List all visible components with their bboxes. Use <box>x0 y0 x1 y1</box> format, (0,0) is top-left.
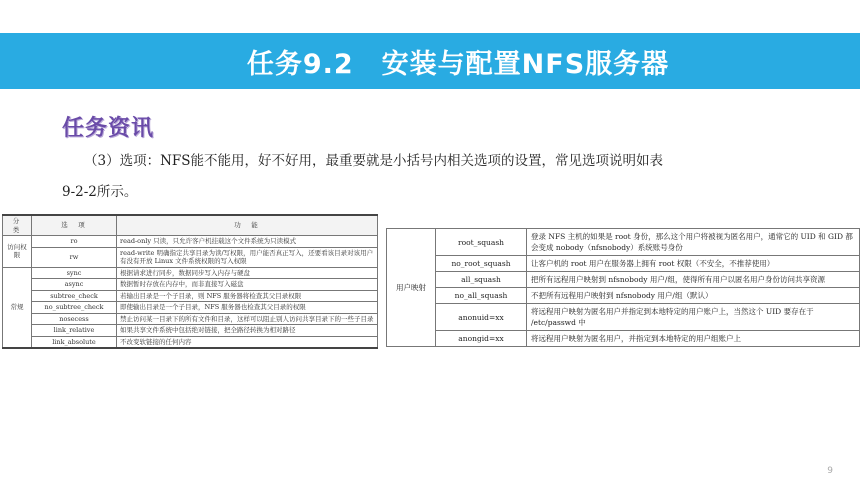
section-heading: 任务资讯 <box>62 116 155 141</box>
option-cell: ro <box>32 236 117 248</box>
option-cell: all_squash <box>436 272 527 288</box>
body-line-2: 9-2-2所示。 <box>62 184 138 200</box>
table-row <box>3 290 378 302</box>
table-row <box>387 304 860 331</box>
category-cell: 用户映射 <box>387 229 436 347</box>
desc-cell: 将远程用户映射为匿名用户，并指定到本地特定的用户组账户上 <box>527 331 860 347</box>
table-row <box>387 288 860 304</box>
option-cell: root_squash <box>436 229 527 256</box>
desc-cell: 把所有远程用户映射到 nfsnobody 用户/组，使得所有用户以匿名用户身份访问共享资源 <box>527 272 860 288</box>
options-table-left <box>2 214 378 349</box>
table-row <box>387 229 860 256</box>
desc-cell: 如果共享文件系统中包括绝对链接，把全路径转换为相对路径 <box>117 325 378 337</box>
table-row <box>3 313 378 325</box>
desc-cell: read-write 明确指定共享目录为读/写权限，用户能否真正写入，还要看该目录对该用户有没有开放 Linux 文件系统权限的写入权限 <box>117 247 378 267</box>
option-cell: link_absolute <box>32 336 117 348</box>
option-cell: sync <box>32 267 117 279</box>
body-line-1: （3）选项：NFS能不能用，好不好用，最重要就是小括号内相关选项的设置，常见选项说明如表 <box>84 153 664 169</box>
option-cell: anongid=xx <box>436 331 527 347</box>
desc-cell: 若输出目录是一个子目录，则 NFS 服务器将检查其父目录权限 <box>117 290 378 302</box>
header-option: 选 项 <box>32 215 117 236</box>
desc-cell: 不改变软链接的任何内容 <box>117 336 378 348</box>
option-cell: anonuid=xx <box>436 304 527 331</box>
table-row <box>3 236 378 248</box>
table-row <box>3 267 378 279</box>
option-cell: no_subtree_check <box>32 302 117 314</box>
option-cell: subtree_check <box>32 290 117 302</box>
table-row <box>387 256 860 272</box>
table-row <box>3 247 378 267</box>
desc-cell: 即使输出目录是一个子目录，NFS 服务器也检查其父目录的权限 <box>117 302 378 314</box>
category-cell: 访问权限 <box>3 236 32 268</box>
page-title: 任务9.2 安装与配置NFS服务器 <box>246 48 670 80</box>
category-cell: 常规 <box>3 267 32 348</box>
desc-cell: 将远程用户映射为匿名用户并指定到本地特定的用户账户上，当然这个 UID 要存在于 /etc/passwd 中 <box>527 304 860 331</box>
desc-cell: 登录 NFS 主机的如果是 root 身份，那么这个用户将被视为匿名用户，通常它的 UID 和 GID 都会变成 nobody（nfsnobody）系统账号身份 <box>527 229 860 256</box>
option-cell: async <box>32 279 117 291</box>
desc-cell: 数据暂时存放在内存中，而非直接写入磁盘 <box>117 279 378 291</box>
table-row <box>3 325 378 337</box>
desc-cell: 让客户机的 root 用户在服务器上拥有 root 权限（不安全，不推荐使用） <box>527 256 860 272</box>
option-cell: nosecess <box>32 313 117 325</box>
option-cell: link_relative <box>32 325 117 337</box>
title-bar <box>0 33 860 89</box>
table-row <box>3 279 378 291</box>
header-function: 功 能 <box>117 215 378 236</box>
options-table-right <box>386 228 860 347</box>
desc-cell: read-only 只读，只允许客户机挂载这个文件系统为只读模式 <box>117 236 378 248</box>
page-number: 9 <box>827 466 833 476</box>
table-row <box>387 272 860 288</box>
header-category: 分 类 <box>3 215 32 236</box>
option-cell: rw <box>32 247 117 267</box>
table-row <box>3 302 378 314</box>
body-paragraph <box>62 146 802 208</box>
desc-cell: 禁止访问某一目录下的所有文件和目录，这样可以阻止别人访问共享目录下的一些子目录 <box>117 313 378 325</box>
option-cell: no_all_squash <box>436 288 527 304</box>
option-cell: no_root_squash <box>436 256 527 272</box>
desc-cell: 不把所有远程用户映射到 nfsnobody 用户/组（默认） <box>527 288 860 304</box>
desc-cell: 根据请求进行同步，数据同步写入内存与硬盘 <box>117 267 378 279</box>
table-row <box>387 331 860 347</box>
table-row <box>3 336 378 348</box>
table-header-row <box>3 215 378 236</box>
